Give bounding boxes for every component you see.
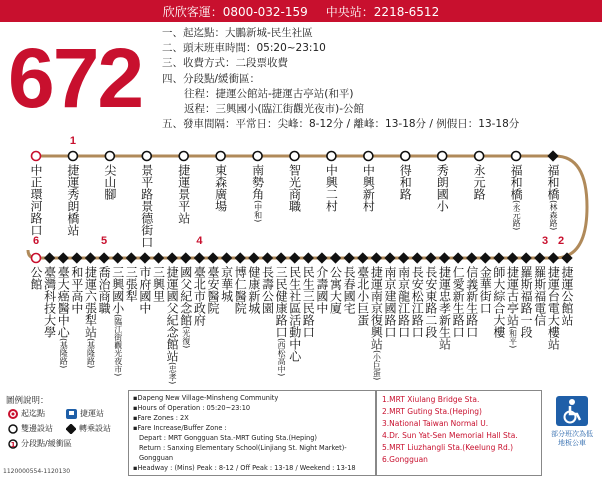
bottom-stop-marker-36	[520, 252, 531, 263]
bottom-stop-35	[506, 266, 520, 348]
accessibility-note	[548, 396, 596, 448]
en-terminals: ▪Dapeng New Village-Minsheng Community	[133, 394, 279, 402]
legend-title: 圖例說明：	[6, 396, 49, 406]
info-terminals: 一、起迄點：大鵬新城-民生社區	[162, 27, 313, 39]
top-stop-11	[435, 164, 448, 212]
section-marker-1: 1	[69, 135, 76, 147]
bottom-stop-marker-7	[126, 252, 137, 263]
bottom-stop-marker-4	[85, 252, 96, 263]
stop-name-text: 羅斯福電信	[532, 266, 547, 326]
bottom-stop-marker-35	[507, 252, 518, 263]
top-stop-marker-1	[68, 152, 77, 161]
service-hotline: 欣欣客運：0800-032-159	[162, 4, 308, 19]
en-headway: ▪Headway : (Mins) Peak : 8-12 / Off Peak : 13-18 / Weekend : 13-18	[133, 464, 356, 472]
bottom-stop-marker-11	[180, 252, 191, 263]
stop-note-text: (光復)	[181, 326, 191, 349]
bottom-stop-marker-15	[235, 252, 246, 263]
stop-name-text: 中興新村	[361, 164, 376, 212]
info-headway: 五、發車間隔：平常日：尖峰：8-12分 / 離峰：13-18分 / 例假日：13-18分	[162, 118, 520, 131]
bottom-stop-7	[124, 266, 137, 302]
bottom-stop-marker-9	[153, 252, 164, 263]
bottom-stop-marker-27	[398, 252, 409, 263]
stop-name-text: 福和橋	[509, 164, 524, 200]
section-point-icon	[8, 439, 18, 449]
terminal-icon	[8, 409, 18, 419]
bottom-stop-marker-5	[98, 252, 109, 263]
legend-terminal	[8, 408, 45, 419]
bottom-stop-marker-34	[493, 252, 504, 263]
top-stop-marker-9	[364, 152, 373, 161]
stop-name-text: 師大綜合大樓	[491, 266, 506, 338]
stop-name-text: 金華街口	[478, 266, 493, 314]
section-point-4: 4.Dr. Sun Yat-Sen Memorial Hall Sta.	[382, 431, 518, 440]
top-stop-8	[324, 164, 337, 212]
stop-name-text: 羅斯福路一段	[519, 266, 534, 338]
stop-name-text: 健康新城	[246, 266, 261, 314]
bottom-stop-9	[152, 266, 165, 302]
en-section: ▪Fare Increase/Buffer Zone :	[133, 424, 227, 432]
stop-name-text: 京華城	[219, 266, 234, 302]
stop-name-text: 福和橋	[546, 164, 560, 200]
stop-name-text: 公寓大廈	[328, 266, 343, 314]
bottom-stop-19	[288, 266, 301, 362]
stop-name-text: 長安東路二段	[423, 266, 438, 338]
top-stop-6	[251, 164, 265, 222]
bottom-stop-11	[179, 266, 193, 348]
top-stop-marker-7	[290, 152, 299, 161]
wheelchair-icon	[556, 396, 588, 426]
bottom-stop-24	[356, 266, 369, 326]
legend-transfer	[66, 423, 111, 434]
bottom-stop-31	[451, 266, 464, 338]
bottom-stop-0	[29, 266, 42, 290]
bottom-stop-37	[533, 266, 546, 326]
top-stop-marker-6	[253, 152, 262, 161]
bottom-stop-38	[546, 266, 559, 350]
bottom-stop-marker-18	[275, 252, 286, 263]
top-stop-marker-0	[32, 152, 41, 161]
stop-name-text: 臺北市政府	[192, 266, 207, 326]
bottom-stop-marker-24	[357, 252, 368, 263]
top-stop-marker-3	[142, 152, 151, 161]
bottom-stop-marker-22	[330, 252, 341, 263]
bottom-stop-marker-37	[534, 252, 545, 263]
stop-name-text: 智光商職	[287, 164, 302, 212]
legend-two-way	[8, 423, 53, 434]
legend-section-label: 分段點/緩衝區	[21, 439, 72, 448]
stop-name-text: 南勢角	[250, 164, 265, 200]
bottom-stop-13	[206, 266, 219, 314]
stop-name-text: 長春國宅	[342, 266, 357, 314]
bottom-stop-marker-23	[343, 252, 354, 263]
bottom-stop-marker-14	[221, 252, 232, 263]
top-stop-marker-2	[105, 152, 114, 161]
bottom-stop-marker-16	[248, 252, 259, 263]
stop-note-text: (西松高中)	[277, 338, 287, 377]
stop-name-text: 東森廣場	[213, 164, 228, 212]
stop-name-text: 臺安醫院	[206, 266, 220, 314]
stop-name-text: 南京龍江路口	[396, 266, 411, 338]
section-marker-6: 6	[32, 235, 40, 247]
bottom-stop-18	[274, 266, 288, 376]
stop-name-text: 長壽公園	[260, 266, 275, 314]
top-stop-marker-13	[512, 152, 521, 161]
stop-name-text: 捷運南京復興站	[369, 266, 384, 350]
top-stop-marker-12	[475, 152, 484, 161]
stop-name-text: 捷運台電大樓站	[546, 266, 561, 350]
bottom-stop-1	[43, 266, 56, 338]
section-marker-2: 2	[557, 235, 565, 247]
legend-mrt	[66, 408, 104, 419]
bottom-stop-marker-33	[480, 252, 491, 263]
stop-name-text: 中正環河路口	[29, 164, 43, 236]
legend-section	[8, 438, 72, 449]
section-point-2: 2.MRT Guting Sta.(Heping)	[382, 407, 482, 416]
bottom-stop-30	[437, 266, 450, 350]
section-point-6: 6.Gongguan	[382, 455, 428, 464]
top-stop-5	[214, 164, 227, 212]
stop-name-text: 捷運忠孝新生站	[437, 266, 452, 350]
bottom-stop-marker-32	[466, 252, 477, 263]
legend	[0, 392, 128, 476]
top-stop-3	[140, 164, 153, 248]
bottom-stop-marker-28	[412, 252, 423, 263]
section-point-1: 1.MRT Xiulang Bridge Sta.	[382, 395, 480, 404]
stop-name-text: 三民健康路口	[274, 266, 289, 338]
bottom-stop-4	[83, 266, 97, 368]
stop-name-text: 民生三民路口	[301, 266, 316, 338]
section-marker-5: 5	[101, 235, 108, 247]
stop-note-text: (忠孝)	[168, 362, 178, 385]
bottom-stop-33	[478, 266, 491, 314]
bottom-stop-3	[70, 266, 83, 314]
bottom-stop-12	[192, 266, 205, 326]
legend-two-way-label: 雙邊設站	[21, 424, 53, 433]
accessibility-label: 部分班次為低地板公車	[551, 430, 593, 447]
stop-note-text: (基隆路)	[86, 338, 96, 369]
stop-name-text: 捷運景平站	[176, 164, 191, 224]
stop-name-text: 介壽國中	[314, 266, 329, 314]
stop-name-text: 國父紀念館	[178, 266, 193, 326]
stop-note-text: (臨江街觀光夜市)	[113, 314, 123, 377]
bottom-stop-marker-13	[207, 252, 218, 263]
bottom-stop-marker-30	[439, 252, 450, 263]
two-way-stop-icon	[8, 424, 18, 434]
stop-name-text: 捷運六張犁站	[83, 266, 98, 338]
mrt-icon	[66, 409, 77, 419]
stop-name-text: 得和路	[398, 164, 413, 200]
bottom-stop-marker-2	[58, 252, 69, 263]
legend-transfer-label: 轉乘設站	[79, 424, 111, 433]
bottom-stop-marker-10	[166, 252, 177, 263]
stop-note-text: (林森路)	[549, 200, 558, 231]
bottom-stop-marker-0	[32, 254, 41, 263]
legend-mrt-label: 捷運站	[80, 409, 104, 418]
bottom-stop-marker-31	[452, 252, 463, 263]
top-stop-1	[66, 164, 79, 236]
stop-name-text: 臺大癌醫中心	[56, 266, 71, 338]
bottom-stop-marker-6	[112, 252, 123, 263]
stop-name-text: 南京建國路口	[383, 266, 397, 338]
bottom-stop-marker-21	[316, 252, 327, 263]
stop-name-text: 尖山腳	[102, 164, 117, 200]
stop-name-text: 市府國中	[137, 266, 152, 314]
section-point-5: 5.MRT Liuzhangli Sta.(Keelung Rd.)	[382, 443, 514, 452]
en-depart: Depart : MRT Gongguan Sta.-MRT Guting Sta.(Heping)	[139, 434, 317, 442]
top-stop-9	[361, 164, 374, 212]
stop-name-text: 捷運秀朗橋站	[65, 164, 80, 236]
stop-name-text: 信義新生路口	[464, 266, 479, 338]
central-station-phone: 中央站：2218-6512	[325, 4, 440, 19]
bottom-stop-marker-1	[44, 252, 55, 263]
stop-name-text: 公館	[29, 266, 43, 290]
bottom-stop-22	[329, 266, 342, 314]
bottom-stop-8	[138, 266, 151, 314]
bottom-stop-marker-25	[371, 252, 382, 263]
stop-name-text: 三興國小	[110, 266, 125, 314]
stop-name-text: 景平路景德街口	[139, 164, 154, 248]
top-stop-marker-14	[547, 150, 558, 161]
bottom-stop-20	[301, 266, 314, 338]
stop-note-text: (和平)	[508, 326, 518, 349]
stop-name-text: 中興二村	[324, 164, 339, 212]
section-point-list	[376, 390, 542, 476]
stop-note-text: (小巨蛋)	[372, 350, 382, 381]
bottom-stop-25	[369, 266, 383, 380]
bottom-stop-36	[519, 266, 532, 338]
bottom-stop-marker-17	[262, 252, 273, 263]
bottom-stop-15	[233, 266, 246, 314]
top-stop-10	[398, 164, 411, 200]
bottom-stop-29	[424, 266, 437, 338]
bottom-stop-marker-29	[425, 252, 436, 263]
top-stop-13	[509, 164, 523, 230]
info-return: 返程：三興國小(臨江街觀光夜市)-公館	[184, 103, 364, 116]
bottom-stop-34	[492, 266, 505, 338]
stop-name-text: 臺灣科技大學	[42, 266, 57, 338]
svg-text:1: 1	[10, 440, 16, 449]
info-hours: 二、頭末班車時間：05:20~23:10	[162, 42, 326, 55]
bottom-stop-marker-8	[139, 252, 150, 263]
bottom-stop-marker-3	[71, 252, 82, 263]
bottom-stop-marker-38	[548, 252, 559, 263]
stop-name-text: 長安松江路口	[410, 266, 425, 338]
bottom-stop-2	[56, 266, 70, 368]
route-number: 672	[8, 31, 143, 125]
bottom-stop-28	[410, 266, 423, 338]
stop-name-text: 博仁醫院	[233, 266, 248, 314]
bottom-stop-21	[315, 266, 328, 314]
bottom-stop-marker-20	[303, 252, 314, 263]
bottom-stop-16	[247, 266, 260, 314]
bottom-stop-marker-12	[194, 252, 205, 263]
bottom-stop-32	[465, 266, 478, 338]
bottom-stop-17	[260, 266, 273, 314]
section-marker-4: 4	[196, 235, 203, 247]
top-stop-marker-11	[438, 152, 447, 161]
top-stop-0	[29, 164, 42, 236]
bottom-stop-26	[383, 266, 396, 338]
stop-name-text: 捷運古亭站	[505, 266, 520, 326]
info-section: 四、分段點/緩衝區：	[162, 72, 261, 85]
stop-note-text: (中和)	[253, 200, 263, 223]
bottom-stop-27	[397, 266, 410, 338]
stop-name-text: 三張犁	[124, 266, 139, 302]
stop-name-text: 臺北小巨蛋	[355, 266, 370, 326]
english-info	[128, 390, 376, 476]
top-stop-marker-8	[327, 152, 336, 161]
top-stop-marker-5	[216, 152, 225, 161]
legend-terminal-label: 起迄點	[21, 409, 45, 418]
top-stop-4	[177, 164, 190, 224]
stop-name-text: 三興里	[151, 266, 166, 302]
section-marker-3: 3	[541, 235, 549, 247]
section-point-3: 3.National Taiwan Normal U.	[382, 419, 489, 428]
en-fare: ▪Fare Zones : 2X	[133, 414, 189, 422]
top-stop-12	[472, 164, 485, 200]
stop-name-text: 和平高中	[69, 266, 84, 314]
serial-number: 1120000554-1120130	[3, 468, 71, 475]
stop-name-text: 喬治商職	[97, 266, 112, 314]
top-stop-14	[546, 164, 560, 230]
bottom-stop-6	[111, 266, 125, 376]
bottom-stop-10	[165, 266, 179, 384]
transfer-stop-icon	[66, 424, 76, 434]
bottom-stop-39	[560, 266, 573, 326]
info-fare: 三、收費方式：二段票收費	[162, 57, 288, 70]
bottom-stop-marker-26	[384, 252, 395, 263]
stop-name-text: 捷運國父紀念館站	[165, 266, 180, 362]
bottom-stop-marker-19	[289, 252, 300, 263]
en-hours: ▪Hours of Operation : 05:20~23:10	[133, 404, 251, 412]
bottom-stop-5	[97, 266, 110, 314]
stop-note-text: (基隆路)	[59, 338, 69, 369]
stop-name-text: 秀朗國小	[435, 164, 450, 212]
stop-note-text: (永元路)	[512, 200, 522, 231]
top-stop-marker-4	[179, 152, 188, 161]
top-stop-marker-10	[401, 152, 410, 161]
top-stop-2	[103, 164, 116, 200]
stop-name-text: 民生社區活動中心	[287, 266, 302, 362]
bottom-stop-14	[220, 266, 233, 302]
stop-name-text: 捷運公館站	[560, 266, 574, 326]
en-return: Return : Sanxing Elementary School(Linjiang St. Night Market)-Gongguan	[139, 444, 347, 462]
top-stop-7	[288, 164, 301, 212]
stop-name-text: 仁愛新生路口	[451, 266, 466, 338]
bottom-stop-23	[342, 266, 355, 314]
info-depart: 往程：捷運公館站-捷運古亭站(和平)	[184, 87, 354, 100]
stop-name-text: 永元路	[472, 164, 487, 200]
